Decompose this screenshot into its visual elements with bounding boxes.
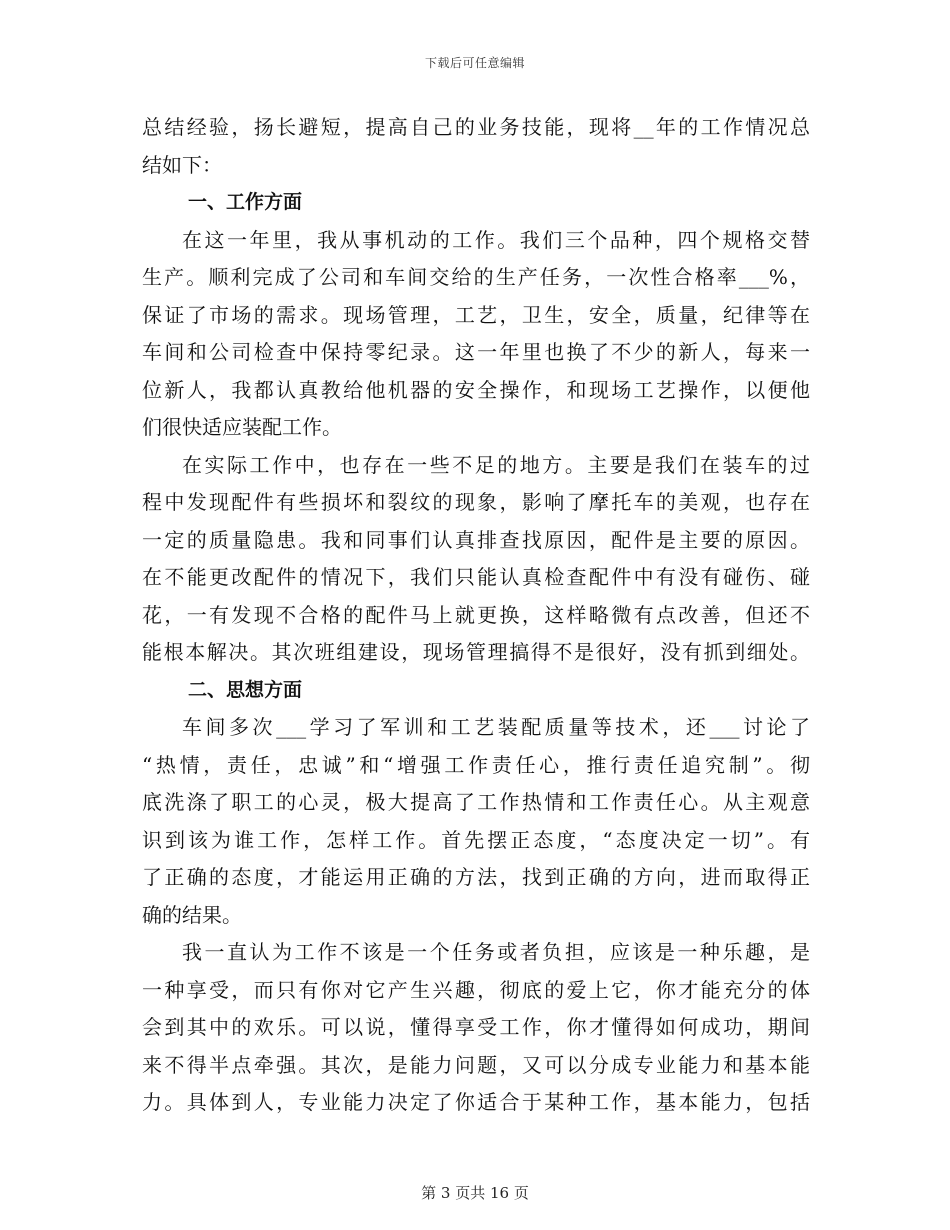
paragraph-line: 我一直认为工作不该是一个任务或者负担，应该是一种乐趣，是 (182, 940, 810, 964)
paragraph-line: 位新人，我都认真教给他机器的安全操作，和现场工艺操作，以便他 (142, 377, 810, 402)
paragraph-line: 程中发现配件有些损坏和裂纹的现象，影响了摩托车的美观，也存在 (142, 490, 810, 514)
page-footer: 第 3 页共 16 页 (421, 1184, 529, 1202)
document-body (142, 109, 810, 1122)
paragraph-line: 力。具体到人，专业能力决定了你适合于某种工作，基本能力，包括 (142, 1090, 810, 1114)
paragraph-line: 生产。顺利完成了公司和车间交给的生产任务，一次性合格率___%， (142, 265, 810, 289)
intro-line-2: 结如下： (142, 152, 222, 177)
section-heading-thought: 二、思想方面 (188, 678, 303, 701)
paragraph-line: 了正确的态度，才能运用正确的方法，找到正确的方向，进而取得正 (142, 865, 810, 889)
paragraph-line: 保证了市场的需求。现场管理，工艺，卫生，安全，质量，纪律等在 (142, 302, 810, 327)
paragraph-line: 在实际工作中，也存在一些不足的地方。主要是我们在装车的过 (182, 452, 810, 477)
paragraph-line: 车间多次___学习了军训和工艺装配质量等技术，还___讨论了 (182, 715, 810, 739)
intro-line-1: 总结经验，扬长避短，提高自己的业务技能，现将__年的工作情况总 (142, 115, 810, 139)
paragraph-line: 来不得半点牵强。其次，是能力问题，又可以分成专业能力和基本能 (142, 1052, 810, 1077)
paragraph-line: 花，一有发现不合格的配件马上就更换，这样略微有点改善，但还不 (142, 602, 810, 627)
paragraph-line: 在这一年里，我从事机动的工作。我们三个品种，四个规格交替 (182, 227, 810, 252)
paragraph-line: 底洗涤了职工的心灵，极大提高了工作热情和工作责任心。从主观意 (142, 790, 810, 814)
paragraph-line: 识到该为谁工作，怎样工作。首先摆正态度，“态度决定一切”。有 (142, 827, 810, 852)
paragraph-line: 能根本解决。其次班组建设，现场管理搞得不是很好，没有抓到细处。 (142, 640, 810, 664)
paragraph-line: 车间和公司检查中保持零纪录。这一年里也换了不少的新人，每来一 (142, 340, 810, 364)
paragraph-line: 确的结果。 (142, 902, 242, 927)
paragraph-line: 一定的质量隐患。我和同事们认真排查找原因，配件是主要的原因。 (142, 527, 810, 552)
paragraph-line: 会到其中的欢乐。可以说，懂得享受工作，你才懂得如何成功，期间 (142, 1015, 810, 1039)
page-header: 下载后可任意编辑 (424, 56, 525, 70)
paragraph-line: 在不能更改配件的情况下，我们只能认真检查配件中有没有碰伤、碰 (142, 565, 810, 589)
paragraph-line: 一种享受，而只有你对它产生兴趣，彻底的爱上它，你才能充分的体 (142, 977, 810, 1002)
section-heading-work: 一、工作方面 (188, 191, 303, 213)
paragraph-line: 们很快适应装配工作。 (142, 415, 342, 439)
paragraph-line: “热情，责任，忠诚”和“增强工作责任心，推行责任追究制”。彻 (142, 752, 810, 777)
